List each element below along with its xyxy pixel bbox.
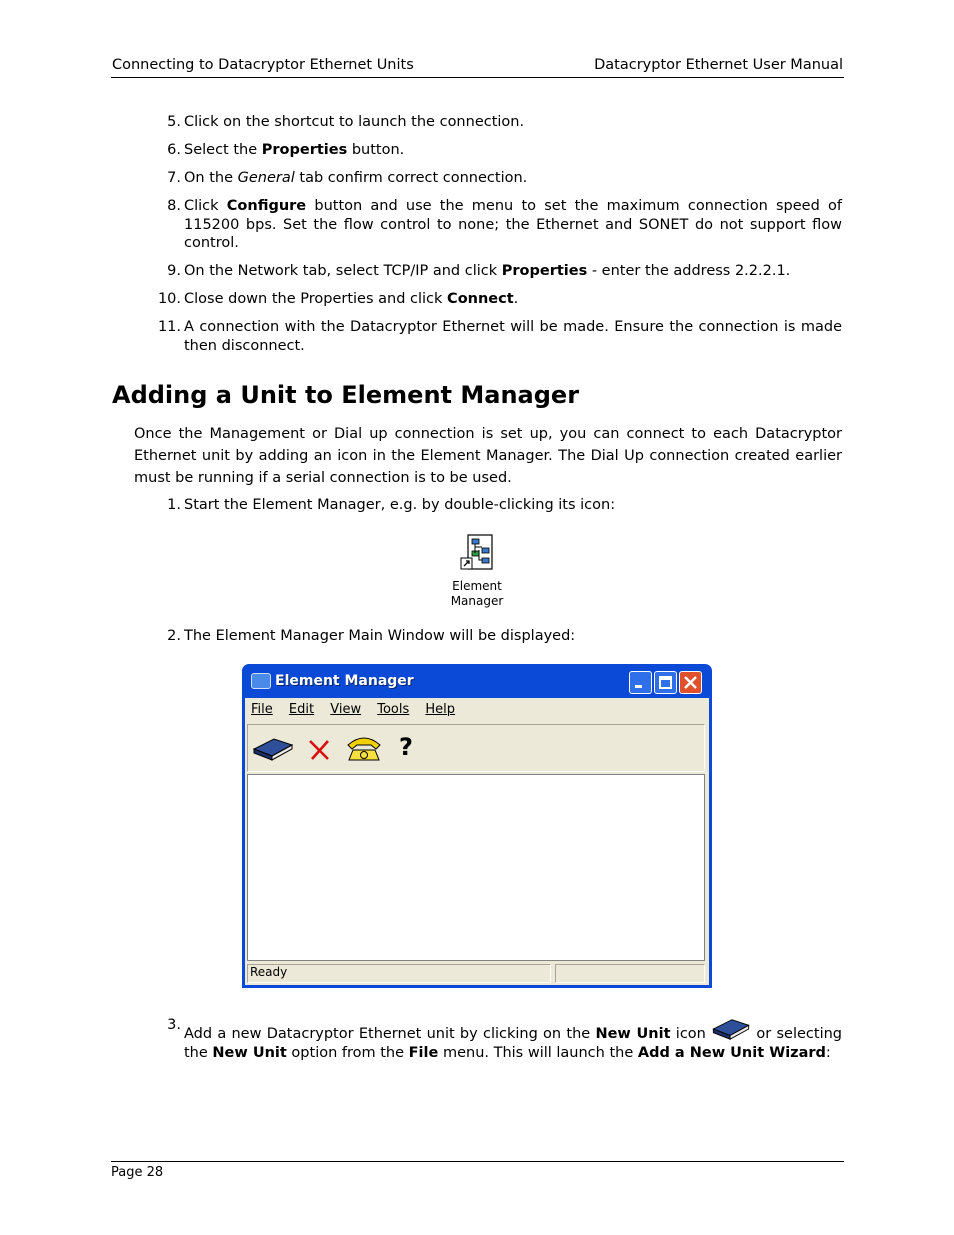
network-tree-icon	[460, 533, 494, 571]
menu-tools[interactable]: Tools	[377, 702, 410, 717]
step-3	[111, 1016, 842, 1062]
book-icon	[252, 733, 294, 763]
header-chapter: Connecting to Datacryptor Ethernet Units	[112, 57, 414, 73]
question-mark-icon	[396, 733, 418, 763]
text-bold: Properties	[261, 142, 348, 158]
status-bar	[247, 964, 705, 983]
new-unit-button[interactable]	[252, 733, 294, 763]
step-number: 5.	[167, 114, 181, 130]
units-pane[interactable]	[247, 774, 705, 961]
step-number: 9.	[167, 263, 181, 279]
text-run: button and use the menu to set the maximum connection speed of 115200 bps. Set the flow control to none; the Ethernet and SONET do not support flow control.	[184, 198, 843, 251]
text-run: option from the	[286, 1044, 409, 1061]
status-panel	[555, 964, 705, 983]
step-number: 7.	[167, 170, 181, 186]
telephone-icon	[344, 733, 384, 763]
shortcut-label-line2: Manager	[450, 594, 504, 608]
text-run: Close down the Properties and click	[184, 291, 448, 307]
page-header	[111, 56, 844, 78]
shortcut-label-line1: Element	[452, 579, 502, 593]
step-text: The Element Manager Main Window will be displayed:	[184, 628, 576, 644]
step-11	[111, 318, 842, 355]
text-italic: General	[237, 170, 295, 186]
text-run: menu. This will launch the	[438, 1044, 638, 1061]
close-button[interactable]	[679, 671, 702, 694]
element-manager-shortcut[interactable]	[440, 533, 514, 609]
step-text	[184, 169, 842, 188]
shortcut-label	[440, 579, 514, 609]
element-manager-window	[242, 664, 712, 988]
menu-edit[interactable]: Edit	[288, 702, 315, 717]
app-icon	[251, 673, 271, 689]
step-number: 1.	[167, 497, 181, 513]
step-text	[184, 318, 842, 355]
header-manual-title: Datacryptor Ethernet User Manual	[594, 57, 843, 73]
text-run: tab confirm correct connection.	[294, 170, 528, 186]
text-bold: Connect	[447, 291, 514, 307]
step-number: 8.	[167, 198, 181, 214]
step-text: Start the Element Manager, e.g. by double-clicking its icon:	[184, 497, 616, 513]
text-run: On the Network tab, select TCP/IP and click	[184, 263, 502, 279]
text-run: icon	[670, 1026, 712, 1042]
step-text	[184, 290, 842, 309]
text-bold: New Unit	[212, 1044, 287, 1061]
status-text: Ready	[247, 964, 551, 983]
step-number: 2.	[167, 628, 181, 644]
menu-help[interactable]: Help	[425, 702, 456, 717]
delete-button[interactable]	[306, 737, 332, 767]
intro-paragraph: Once the Management or Dial up connection is set up, you can connect to each Datacryptor Ethernet unit by adding an icon in the Element Manager. The Dial Up connection created earlier must be running if a serial connection is to be used.	[134, 426, 842, 486]
text-run: or selecting the	[184, 1026, 842, 1061]
step-text	[184, 113, 842, 132]
page-footer: Page 28	[111, 1161, 844, 1180]
step-10	[111, 290, 842, 309]
text-run: button.	[347, 142, 405, 158]
maximize-button[interactable]	[654, 671, 677, 694]
text-run: - enter the address 2.2.2.1.	[587, 263, 791, 279]
step-5	[111, 113, 842, 132]
text-run: A connection with the Datacryptor Ethernet will be made. Ensure the connection is made then disconnect.	[184, 319, 842, 354]
step-text	[184, 197, 842, 253]
menu-bar	[245, 698, 709, 722]
step-number: 11.	[157, 319, 181, 335]
step-9	[111, 262, 842, 281]
step-text	[184, 262, 842, 281]
step-7	[111, 169, 842, 188]
step-text	[184, 1016, 842, 1062]
section-heading: Adding a Unit to Element Manager	[112, 381, 580, 409]
delete-x-icon	[306, 737, 332, 763]
text-bold: Configure	[226, 198, 307, 214]
text-bold: Properties	[501, 263, 588, 279]
text-run: On the	[184, 170, 238, 186]
step-8	[111, 197, 842, 253]
text-run: :	[825, 1044, 831, 1061]
window-title: Element Manager	[275, 673, 414, 689]
window-titlebar[interactable]	[245, 664, 709, 698]
text-run: Select the	[184, 142, 262, 158]
menu-view[interactable]: View	[330, 702, 362, 717]
text-run: Click on the shortcut to launch the connection.	[184, 114, 525, 130]
menu-file[interactable]: File	[251, 702, 273, 717]
text-run: Add a new Datacryptor Ethernet unit by clicking on the	[184, 1026, 596, 1042]
minimize-button[interactable]	[629, 671, 652, 694]
text-bold: New Unit	[595, 1026, 671, 1042]
toolbar	[247, 724, 705, 772]
step-1	[111, 496, 842, 515]
step-number: 6.	[167, 142, 181, 158]
help-button[interactable]	[396, 733, 418, 763]
connect-button[interactable]	[344, 733, 384, 763]
step-number: 3.	[167, 1017, 181, 1033]
new-unit-book-icon	[711, 1016, 751, 1042]
text-bold: File	[408, 1044, 439, 1061]
window-client	[245, 698, 709, 985]
step-6	[111, 141, 842, 160]
step-2	[111, 627, 842, 646]
step-number: 10.	[157, 291, 181, 307]
text-run: Click	[184, 198, 227, 214]
step-text	[184, 141, 842, 160]
svg-text:?: ?	[399, 733, 413, 761]
text-run: .	[513, 291, 519, 307]
text-bold: Add a New Unit Wizard	[637, 1044, 826, 1061]
